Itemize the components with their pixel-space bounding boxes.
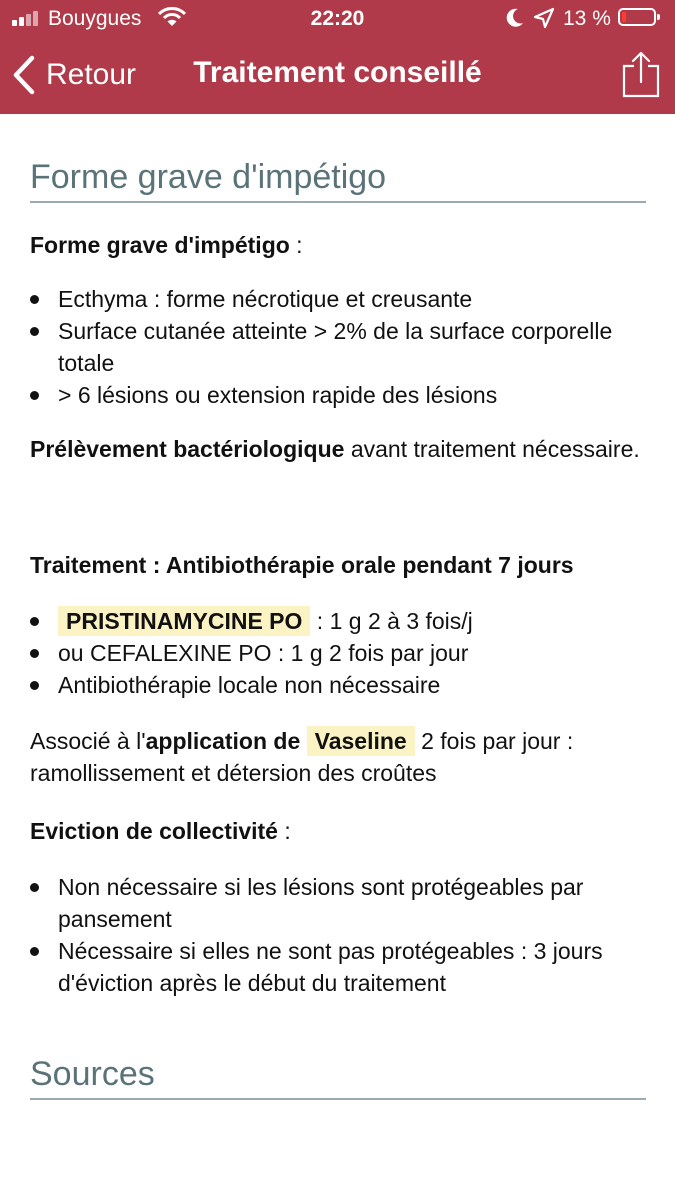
battery-icon — [618, 8, 656, 26]
criteria-list — [30, 283, 646, 411]
list-item: Antibiothérapie locale non nécessaire — [30, 669, 646, 701]
vaseline-highlight: Vaseline — [307, 726, 415, 756]
vaseline-bold: application de — [145, 728, 301, 754]
intro-paragraph — [30, 229, 646, 261]
treatment-list — [30, 605, 646, 701]
list-item: Nécessaire si elles ne sont pas protégeables : 3 jours d'éviction après le début du traitement — [30, 935, 646, 999]
list-item: Ecthyma : forme nécrotique et creusante — [30, 283, 646, 315]
carrier-name: Bouygues — [48, 7, 142, 30]
list-item — [30, 605, 646, 637]
list-item: Non nécessaire si les lésions sont protégeables par pansement — [30, 871, 646, 935]
list-item: > 6 lésions ou extension rapide des lésions — [30, 379, 646, 411]
drug-dose: : 1 g 2 à 3 fois/j — [310, 608, 473, 634]
drug-highlight: PRISTINAMYCINE PO — [58, 606, 310, 636]
battery-level-fill — [622, 12, 626, 22]
top-bar — [0, 0, 675, 114]
treatment-heading: Traitement : Antibiothérapie orale pendant 7 jours — [30, 552, 574, 578]
vaseline-prefix: Associé à l' — [30, 728, 146, 754]
location-arrow-icon — [533, 7, 555, 29]
sampling-text: avant traitement nécessaire. — [344, 436, 640, 462]
vaseline-suffix: 2 fois par jour : ramollissement et détersion des croûtes — [30, 728, 574, 786]
intro-suffix: : — [289, 232, 303, 258]
sampling-bold: Prélèvement bactériologique — [30, 436, 345, 462]
sources-title: Sources — [30, 1055, 646, 1100]
eviction-suffix: : — [277, 818, 291, 844]
status-time: 22:20 — [310, 7, 365, 30]
section-title: Forme grave d'impétigo — [30, 158, 646, 203]
list-item: Surface cutanée atteinte > 2% de la surface corporelle totale — [30, 315, 646, 379]
eviction-bold: Eviction de collectivité — [30, 818, 278, 844]
list-item: ou CEFALEXINE PO : 1 g 2 fois par jour — [30, 637, 646, 669]
intro-bold: Forme grave d'impétigo — [30, 232, 290, 258]
content-area — [30, 114, 646, 1100]
eviction-paragraph — [30, 815, 646, 847]
sampling-paragraph — [30, 433, 646, 465]
battery-percent: 13 % — [563, 7, 611, 30]
eviction-list — [30, 871, 646, 999]
status-bar — [0, 0, 675, 38]
vaseline-paragraph — [30, 725, 646, 789]
moon-icon — [506, 8, 524, 28]
page-title: Traitement conseillé — [193, 56, 482, 89]
back-button-label: Retour — [46, 58, 137, 91]
share-icon[interactable] — [620, 50, 662, 98]
